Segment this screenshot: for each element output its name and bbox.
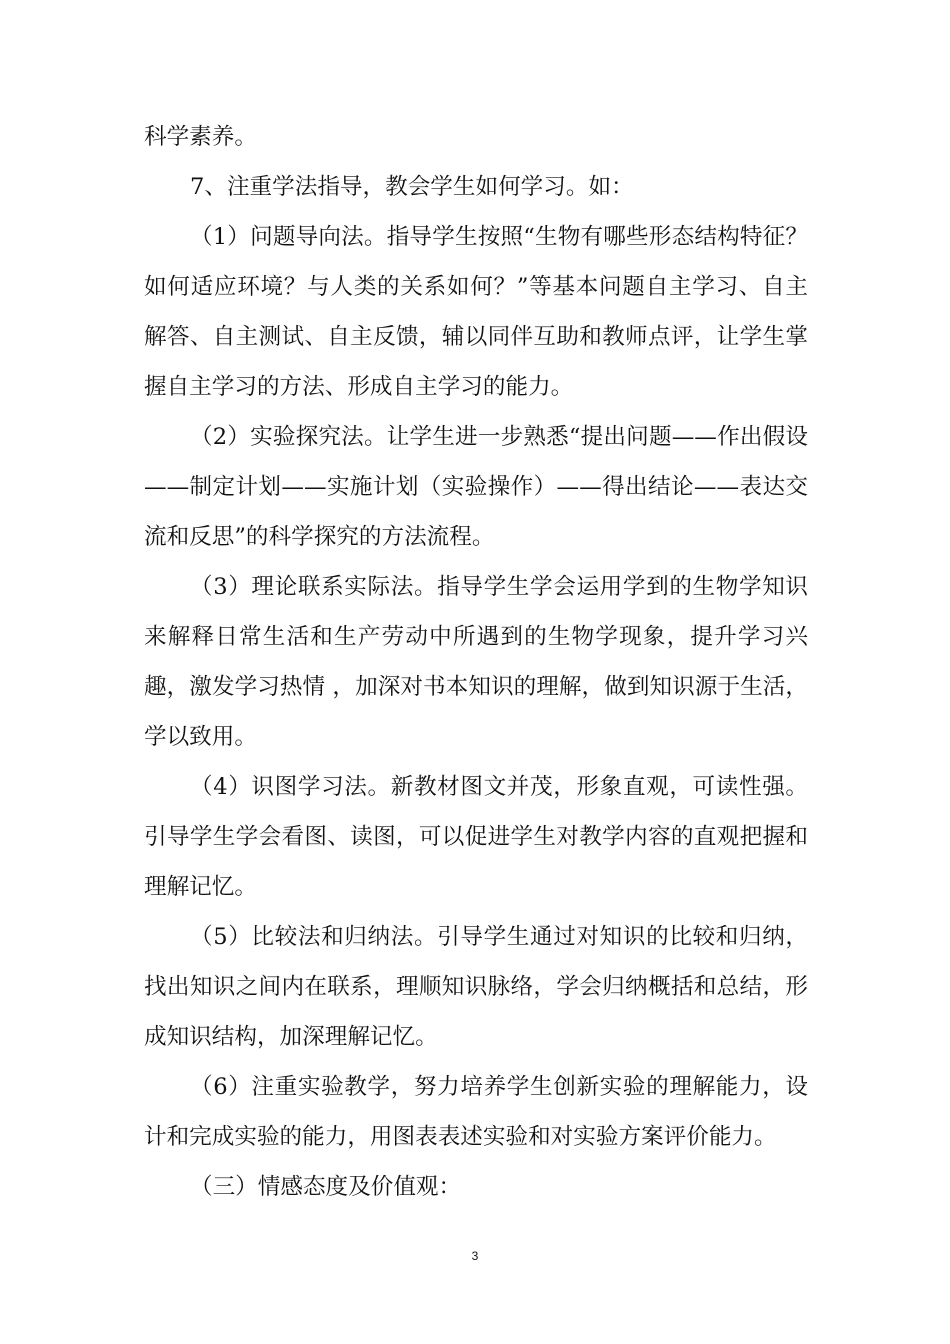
paragraph-experimental-inquiry-method: （2）实验探究法。让学生进一步熟悉“提出问题——作出假设——制定计划——实施计划（实验操作）——得出结论——表达交流和反思”的科学探究的方法流程。 bbox=[144, 424, 808, 550]
paragraph-theory-practice-method: （3）理论联系实际法。指导学生学会运用学到的生物学知识来解释日常生活和生产劳动中所遇到的生物学现象，提升学习兴趣，激发学习热情 ，加深对书本知识的理解，做到知识源于生活，学以致用。 bbox=[144, 574, 808, 750]
body-text bbox=[144, 112, 808, 1212]
paragraph-continuation: 科学素养。 bbox=[144, 124, 257, 150]
paragraph-problem-oriented-method: （1）问题导向法。指导学生按照“生物有哪些形态结构特征？如何适应环境？与人类的关系如何？”等基本问题自主学习、自主解答、自主测试、自主反馈，辅以同伴互助和教师点评，让学生掌握自主学习的方法、形成自主学习的能力。 bbox=[144, 224, 808, 400]
paragraph-picture-reading-method: （4）识图学习法。新教材图文并茂，形象直观，可读性强。引导学生学会看图、读图，可以促进学生对教学内容的直观把握和理解记忆。 bbox=[144, 774, 808, 900]
paragraph-experiment-teaching: （6）注重实验教学，努力培养学生创新实验的理解能力，设计和完成实验的能力，用图表表述实验和对实验方案评价能力。 bbox=[144, 1074, 808, 1150]
paragraph-comparison-induction-method: （5）比较法和归纳法。引导学生通过对知识的比较和归纳，找出知识之间内在联系，理顺知识脉络，学会归纳概括和总结，形成知识结构，加深理解记忆。 bbox=[144, 924, 808, 1050]
paragraph-study-method-heading: 7、注重学法指导，教会学生如何学习。如： bbox=[190, 174, 634, 200]
section-heading-attitudes-values: （三）情感态度及价值观： bbox=[190, 1174, 462, 1200]
page-number: 3 bbox=[471, 1249, 479, 1263]
